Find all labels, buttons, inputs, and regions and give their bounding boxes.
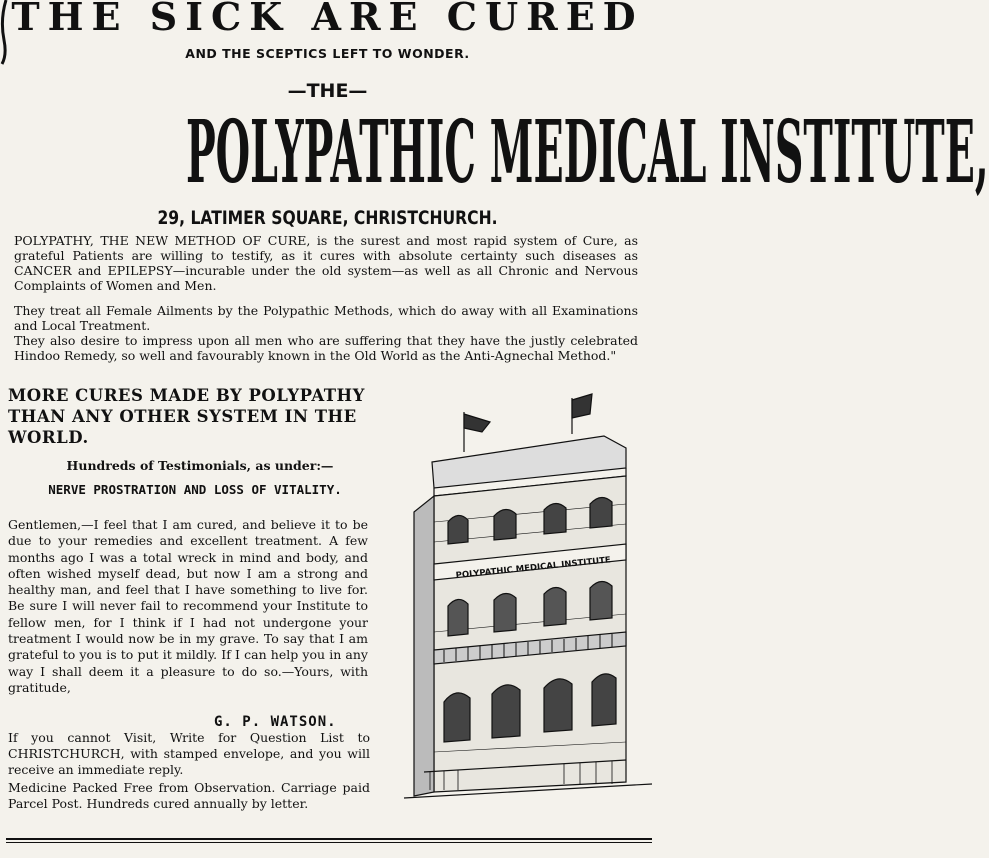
building-illustration bbox=[404, 392, 652, 802]
headline: THE SICK ARE CURED bbox=[11, 0, 644, 39]
more-cures-heading: MORE CURES MADE BY POLYPATHY THAN ANY OTHER SYSTEM IN THE WORLD. bbox=[8, 386, 365, 447]
testimonial-body: Gentlemen,—I feel that I am cured, and believe it to be due to your remedies and excellent treatment. A few months ago I was a total wreck in mind and body, and often wished myself dead, but now I am a strong and healthy man, and feel that I have something to live for. Be sure I will never fail to recommend your Institute to fellow men, for I think if I had not undergone your treatment I would now be in my grave. To say that I am grateful to you is to put it mildly. If I can help you in any way I shall deem it a pleasure to do so.—Yours, with gratitude, bbox=[8, 517, 368, 695]
write-note: If you cannot Visit, Write for Question List to CHRISTCHURCH, with stamped envelope, and you will receive an immediate reply. bbox=[8, 730, 370, 777]
testimonials-intro: Hundreds of Testimonials, as under:— bbox=[66, 458, 334, 473]
building-sign: POLYPATHIC MEDICAL INSTITUTE bbox=[455, 555, 612, 581]
address: 29, LATIMER SQUARE, CHRISTCHURCH. bbox=[157, 207, 498, 229]
testimonial-heading: NERVE PROSTRATION AND LOSS OF VITALITY. bbox=[48, 482, 342, 497]
medicine-note: Medicine Packed Free from Observation. Carriage paid Parcel Post. Hundreds cured annually by letter. bbox=[8, 780, 370, 811]
paragraph-hindoo-remedy: They also desire to impress upon all men who are suffering that they have the justly celebrated Hindoo Remedy, so well and favourably known in the Old World as the Anti-Agnechal Method." bbox=[14, 333, 638, 363]
paragraph-polypathy: POLYPATHY, THE NEW METHOD OF CURE, is the surest and most rapid system of Cure, as grateful Patients are willing to testify, as it cures with absolute certainty such diseases as CANCER and EPILEPSY—incurable under the old system—as well as all Chronic and Nervous Complaints of Women and Men. bbox=[14, 233, 638, 293]
bottom-rule bbox=[6, 838, 652, 840]
testimonial-signature: G. P. WATSON. bbox=[214, 714, 337, 730]
institute-name: POLYPATHIC MEDICAL INSTITUTE, bbox=[185, 102, 989, 203]
paragraph-female-ailments: They treat all Female Ailments by the Polypathic Methods, which do away with all Examinations and Local Treatment. bbox=[14, 303, 638, 333]
bottom-rule-thin bbox=[6, 842, 652, 843]
subheadline: AND THE SCEPTICS LEFT TO WONDER. bbox=[185, 46, 470, 61]
the-label: —THE— bbox=[287, 80, 368, 102]
